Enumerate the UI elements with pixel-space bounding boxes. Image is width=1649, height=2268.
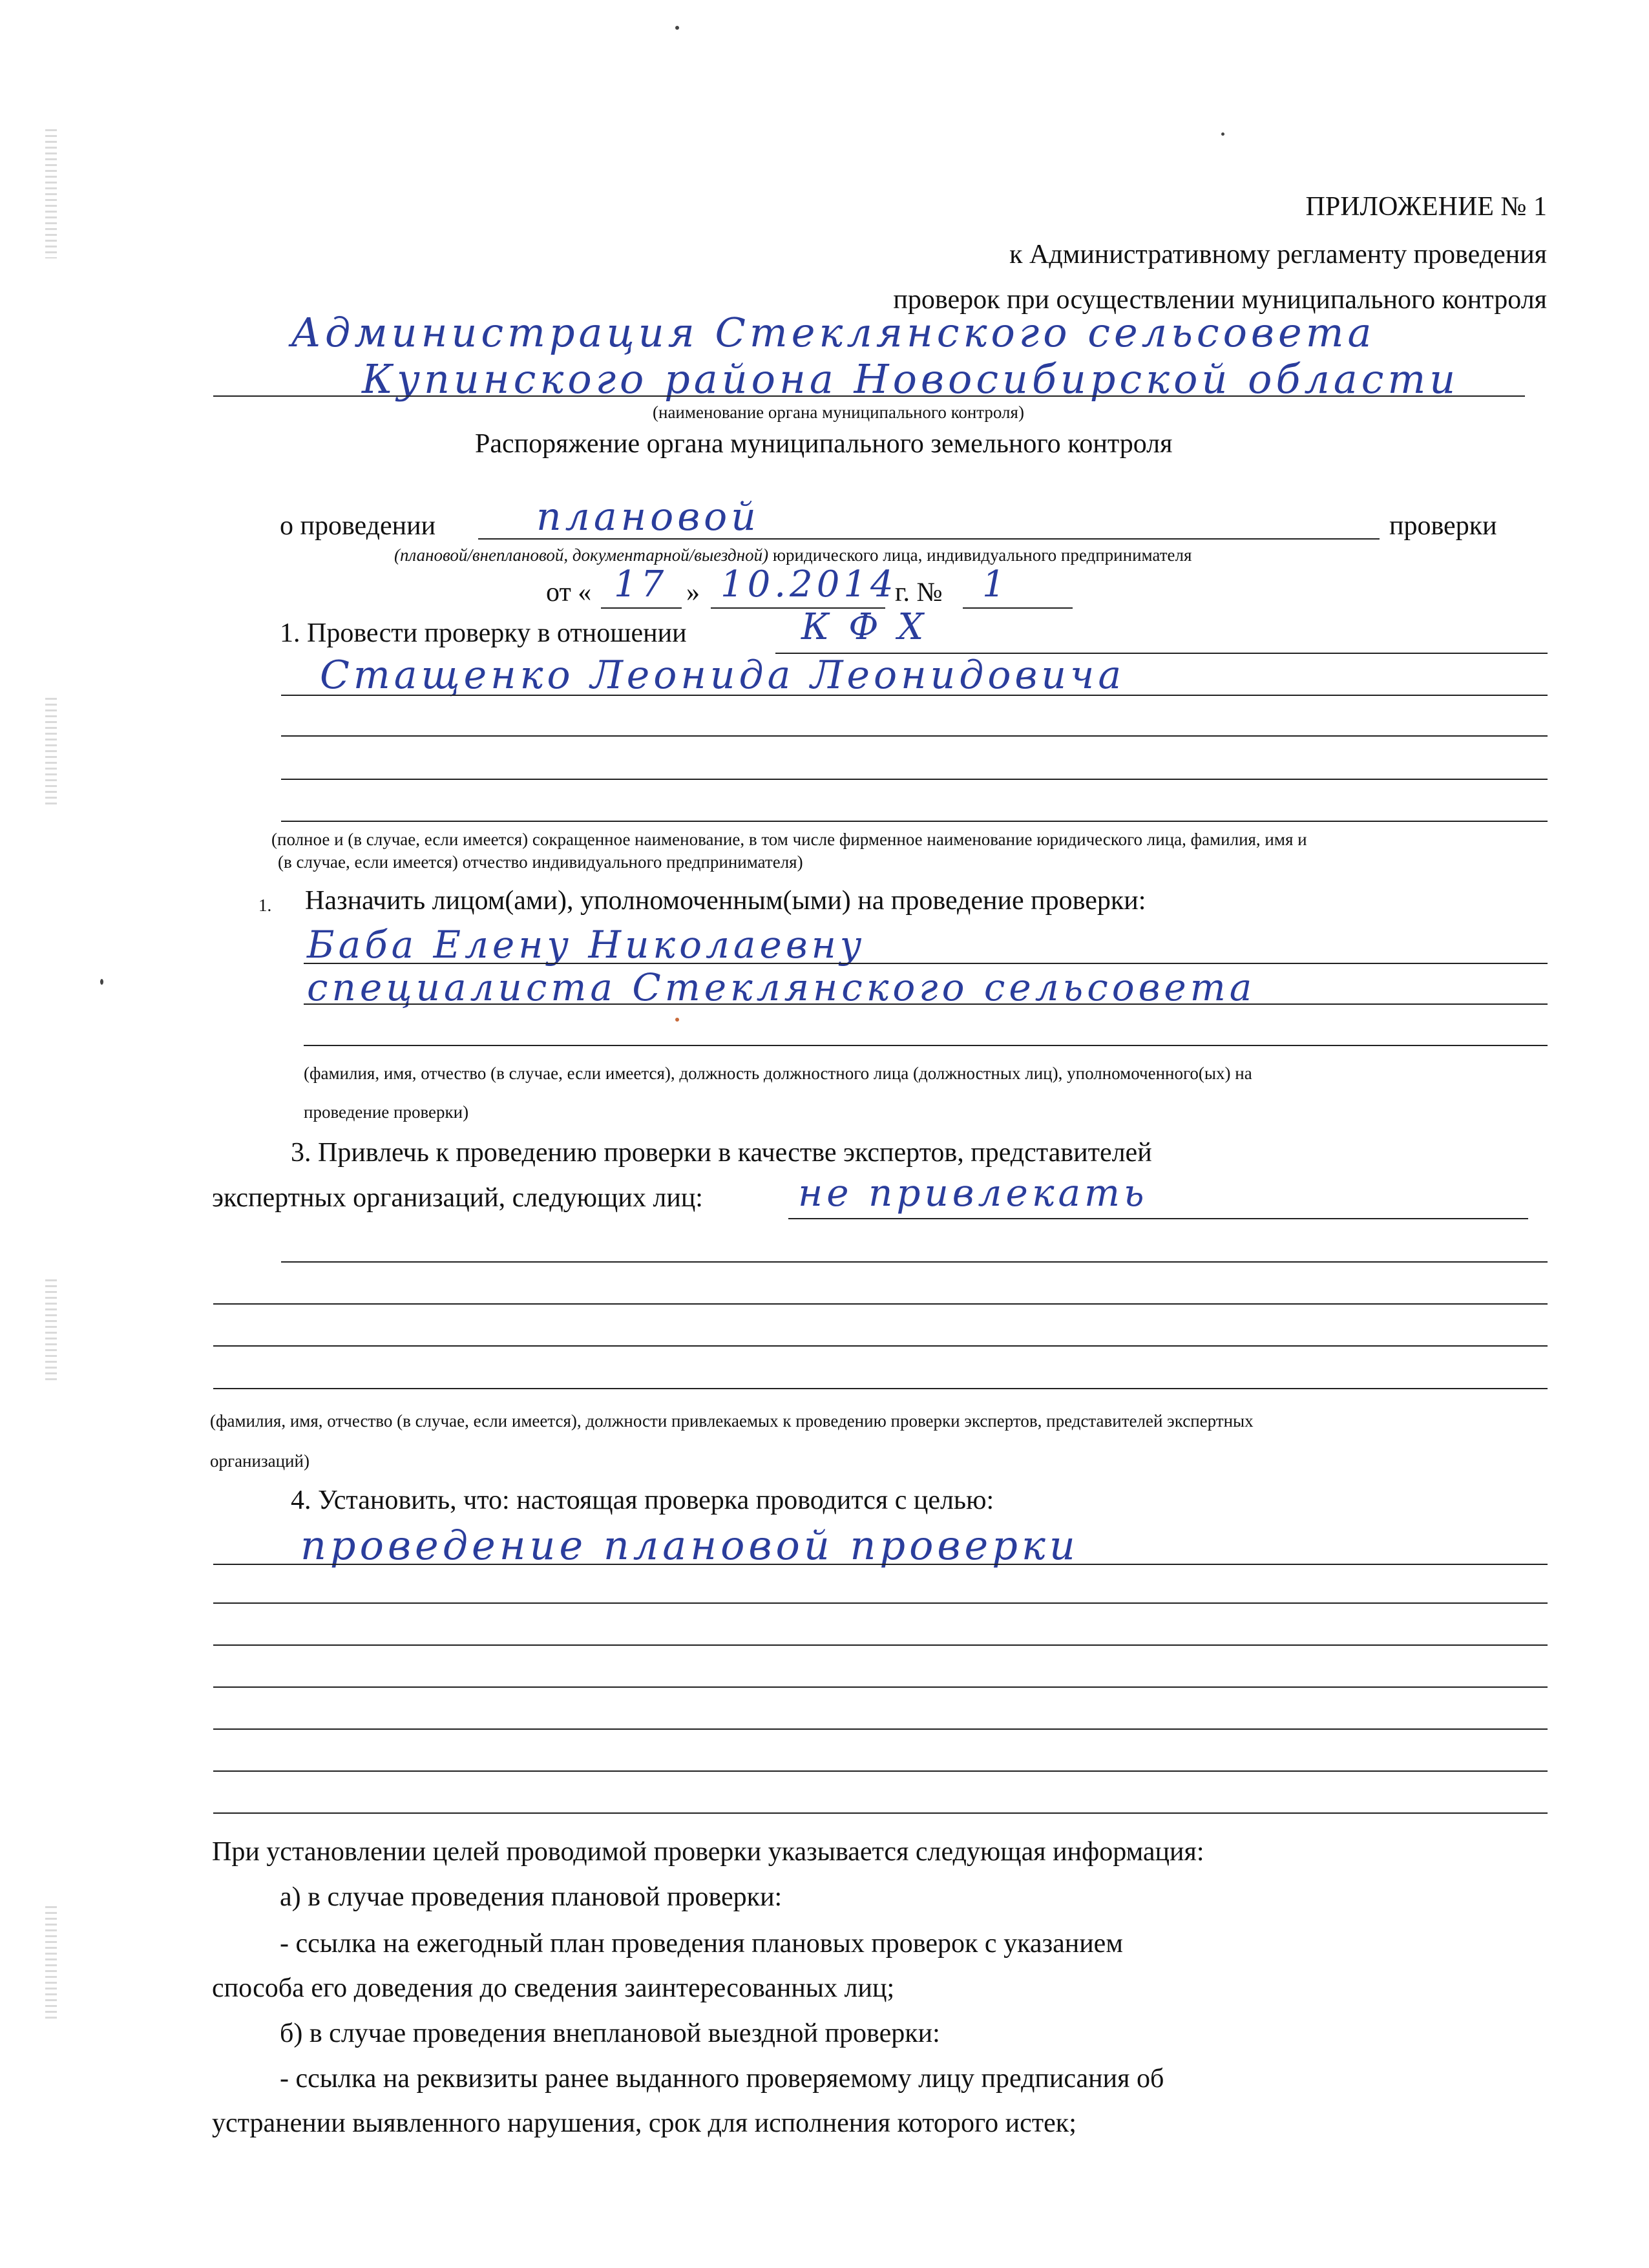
section-1-handwritten-1: К Ф Х bbox=[801, 606, 928, 648]
section-3-caption-1: (фамилия, имя, отчество (в случае, если имеется), должности привлекаемых к проведению проверки экспертов, представителей экспертных bbox=[210, 1411, 1254, 1431]
scan-artifact bbox=[45, 129, 57, 258]
section-2-line-2 bbox=[304, 1003, 1548, 1005]
section-1-label: 1. Провести проверку в отношении bbox=[280, 618, 687, 648]
section-3-handwritten: не привлекать bbox=[798, 1171, 1148, 1215]
section-4-line-2 bbox=[213, 1602, 1548, 1604]
date-day: 17 bbox=[614, 563, 668, 605]
section-4-line-3 bbox=[213, 1644, 1548, 1646]
section-3-line-4 bbox=[213, 1345, 1548, 1347]
section-2-caption-2: проведение проверки) bbox=[304, 1102, 469, 1122]
info-a-heading: а) в случае проведения плановой проверки: bbox=[280, 1882, 782, 1912]
scan-speck bbox=[675, 1018, 679, 1022]
info-b-line-2: устранении выявленного нарушения, срок для исполнения которого истек; bbox=[212, 2108, 1077, 2138]
section-1-line-4 bbox=[281, 779, 1548, 780]
info-a-line-1: - ссылка на ежегодный план проведения плановых проверок с указанием bbox=[280, 1929, 1123, 1958]
section-4-line-7 bbox=[213, 1812, 1548, 1814]
organ-name-caption: (наименование органа муниципального контроля) bbox=[653, 403, 1024, 422]
scan-artifact bbox=[45, 698, 57, 808]
document-number-line bbox=[963, 607, 1073, 609]
section-4-label: 4. Установить, что: настоящая проверка проводится с целью: bbox=[291, 1486, 994, 1515]
document-number-label: г. № bbox=[895, 578, 943, 607]
date-close: » bbox=[686, 578, 700, 607]
section-4-line-5 bbox=[213, 1728, 1548, 1730]
document-number: 1 bbox=[982, 563, 1009, 605]
section-3-label-1: 3. Привлечь к проведению проверки в качестве экспертов, представителей bbox=[291, 1138, 1152, 1168]
inspection-caption-italic: (плановой/внеплановой, документарной/выездной) bbox=[394, 545, 769, 565]
section-4-line-1 bbox=[213, 1564, 1548, 1565]
info-b-line-1: - ссылка на реквизиты ранее выданного проверяемому лицу предписания об bbox=[280, 2064, 1164, 2094]
info-intro: При установлении целей проводимой проверки указывается следующая информация: bbox=[212, 1837, 1204, 1867]
scan-speck bbox=[1221, 132, 1224, 136]
section-2-handwritten-2: специалиста Стеклянского сельсовета bbox=[307, 965, 1256, 1009]
section-4-line-6 bbox=[213, 1770, 1548, 1772]
section-1-line-2 bbox=[281, 695, 1548, 696]
section-1-line-5 bbox=[281, 821, 1548, 822]
date-day-line bbox=[601, 607, 682, 609]
section-2-caption-1: (фамилия, имя, отчество (в случае, если имеется), должность должностного лица (должностных лиц), уполномоченного(ых) на bbox=[304, 1064, 1252, 1083]
section-2-line-3 bbox=[304, 1045, 1548, 1046]
section-2-label: Назначить лицом(ами), уполномоченным(ыми) на проведение проверки: bbox=[305, 886, 1146, 916]
section-3-line-5 bbox=[213, 1388, 1548, 1389]
date-from: от « bbox=[546, 578, 592, 607]
inspection-caption-rest: юридического лица, индивидуального предпринимателя bbox=[772, 545, 1192, 565]
scan-speck bbox=[675, 26, 679, 30]
section-1-caption-2: (в случае, если имеется) отчество индивидуального предпринимателя) bbox=[278, 852, 803, 872]
appendix-title: ПРИЛОЖЕНИЕ № 1 bbox=[1305, 192, 1547, 222]
section-3-line-3 bbox=[213, 1303, 1548, 1305]
document-title: Распоряжение органа муниципального земельного контроля bbox=[475, 429, 1173, 459]
organ-name-handwritten-2: Купинского района Новосибирской области bbox=[362, 355, 1460, 403]
info-a-line-2: способа его доведения до сведения заинтересованных лиц; bbox=[212, 1973, 895, 2003]
section-1-handwritten-2: Стащенко Леонида Леонидовича bbox=[320, 653, 1126, 698]
organ-name-handwritten-1: Администрация Стеклянского сельсовета bbox=[291, 309, 1376, 356]
section-4-handwritten: проведение плановой проверки bbox=[300, 1522, 1079, 1569]
inspection-suffix: проверки bbox=[1389, 511, 1497, 541]
scan-speck bbox=[100, 979, 103, 985]
organ-name-line bbox=[213, 395, 1525, 397]
section-1-line-3 bbox=[281, 735, 1548, 737]
section-2-line-1 bbox=[304, 963, 1548, 964]
section-3-label-2: экспертных организаций, следующих лиц: bbox=[212, 1183, 703, 1213]
inspection-caption bbox=[394, 545, 1192, 565]
scan-artifact bbox=[45, 1279, 57, 1383]
section-3-caption-2: организаций) bbox=[210, 1451, 310, 1471]
section-1-caption-1: (полное и (в случае, если имеется) сокращенное наименование, в том числе фирменное наименование юридического лица, фамилия, имя и bbox=[271, 830, 1307, 849]
section-4-line-4 bbox=[213, 1686, 1548, 1688]
inspection-type-handwritten: плановой bbox=[536, 494, 760, 540]
section-3-line-2 bbox=[281, 1261, 1548, 1263]
section-2-handwritten-1: Баба Елену Николаевну bbox=[307, 923, 866, 967]
scan-artifact bbox=[45, 1906, 57, 2022]
appendix-line-2: к Административному регламенту проведения bbox=[1009, 240, 1547, 269]
section-2-number: 1. bbox=[258, 896, 272, 915]
section-3-line-1 bbox=[788, 1218, 1528, 1219]
inspection-prefix: о проведении bbox=[280, 511, 436, 541]
appendix-line-3: проверок при осуществлении муниципального контроля bbox=[893, 285, 1547, 315]
date-month-year: 10.2014 bbox=[720, 563, 898, 605]
info-b-heading: б) в случае проведения внеплановой выездной проверки: bbox=[280, 2019, 940, 2048]
